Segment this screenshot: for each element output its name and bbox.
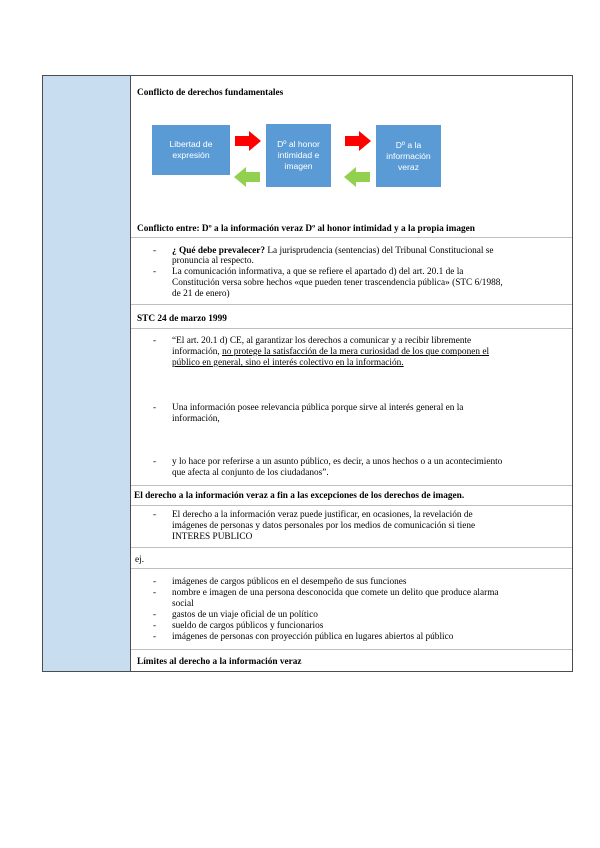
image-item-line3: INTERES PUBLICO <box>172 532 253 542</box>
stc-item-1-line3: público en general, sino el interés colectivo en la información. <box>172 358 404 368</box>
stc-heading: STC 24 de marzo 1999 <box>137 314 227 324</box>
box-libertad-expresion: Libertad de expresión <box>152 125 230 175</box>
arrow-left-green-icon <box>234 167 260 187</box>
arrow-right-red-icon <box>345 131 371 151</box>
bullet-dash: - <box>153 403 157 413</box>
arrow-left-green-icon <box>344 167 370 187</box>
conflict-item-2-line3: de 21 de enero) <box>172 289 230 299</box>
image-item: El derecho a la información veraz puede justificar, en ocasiones, la revelación de <box>172 510 473 520</box>
divider <box>131 568 572 569</box>
content-cell <box>131 76 572 671</box>
box-informacion-veraz: Dº a la información veraz <box>376 125 441 187</box>
stc-item-2-line2: información, <box>172 414 220 424</box>
sidebar-column <box>43 76 131 671</box>
box-honor-intimidad: Dº al honor intimidad e imagen <box>266 124 331 187</box>
arrow-right-red-icon <box>235 131 261 151</box>
limits-heading: Límites al derecho a la información veraz <box>137 657 302 667</box>
example-item: imágenes de cargos públicos en el desempeño de sus funciones <box>172 577 407 587</box>
stc-item-1-line2: información, no protege la satisfacción de la mera curiosidad de los que componen el <box>172 347 490 357</box>
example-label: ej. <box>135 555 145 565</box>
section-title: Conflicto de derechos fundamentales <box>137 88 284 98</box>
stc-item-1: “El art. 20.1 d) CE, al garantizar los derechos a comunicar y a recibir libremente <box>172 336 472 346</box>
conflict-item-2-line2: Constitución versa sobre hechos «que pueden tener trascendencia pública» (STC 6/1988, <box>172 278 503 288</box>
stc-item-2: Una información posee relevancia pública porque sirve al interés general en la <box>172 403 464 413</box>
conflict-item-1-line2: pronuncia al respecto. <box>172 256 254 266</box>
conflict-heading: Conflicto entre: Dº a la información veraz Dº al honor intimidad y a la propia imagen <box>137 224 475 234</box>
conflict-item-1: ¿ Qué debe prevalecer? La jurisprudencia (sentencias) del Tribunal Constitucional se <box>172 246 494 256</box>
image-heading: El derecho a la información veraz a fin a las excepciones de los derechos de imagen. <box>134 491 465 501</box>
stc-item-3-line2: que afecta al conjunto de los ciudadanos”. <box>172 468 329 478</box>
image-item-line2: imágenes de personas y datos personales por los medios de comunicación si tiene <box>172 521 476 531</box>
example-item: gastos de un viaje oficial de un político <box>172 610 318 620</box>
bullet-dash: - <box>153 510 157 520</box>
divider <box>131 547 572 548</box>
divider <box>131 649 572 650</box>
bullet-dash: - <box>153 588 157 598</box>
divider <box>131 237 572 238</box>
bullet-dash: - <box>153 336 157 346</box>
example-item: imágenes de personas con proyección pública en lugares abiertos al público <box>172 632 454 642</box>
divider <box>131 304 572 305</box>
divider <box>131 485 572 486</box>
conflict-item-2: La comunicación informativa, a que se refiere el apartado d) del art. 20.1 de la <box>172 267 464 277</box>
example-item: nombre e imagen de una persona desconocida que comete un delito que produce alarma <box>172 588 499 598</box>
bullet-dash: - <box>153 632 157 642</box>
example-item-continuation: social <box>172 599 194 609</box>
bullet-dash: - <box>153 457 157 467</box>
stc-item-3: y lo hace por referirse a un asunto público, es decir, a unos hechos o a un acontecimiento <box>172 457 503 467</box>
bullet-dash: - <box>153 577 157 587</box>
bullet-dash: - <box>153 610 157 620</box>
document-table <box>42 75 573 672</box>
bullet-dash: - <box>153 246 157 256</box>
bullet-dash: - <box>153 267 157 277</box>
divider <box>131 328 572 329</box>
divider <box>131 505 572 506</box>
bullet-dash: - <box>153 621 157 631</box>
example-item: sueldo de cargos públicos y funcionarios <box>172 621 324 631</box>
